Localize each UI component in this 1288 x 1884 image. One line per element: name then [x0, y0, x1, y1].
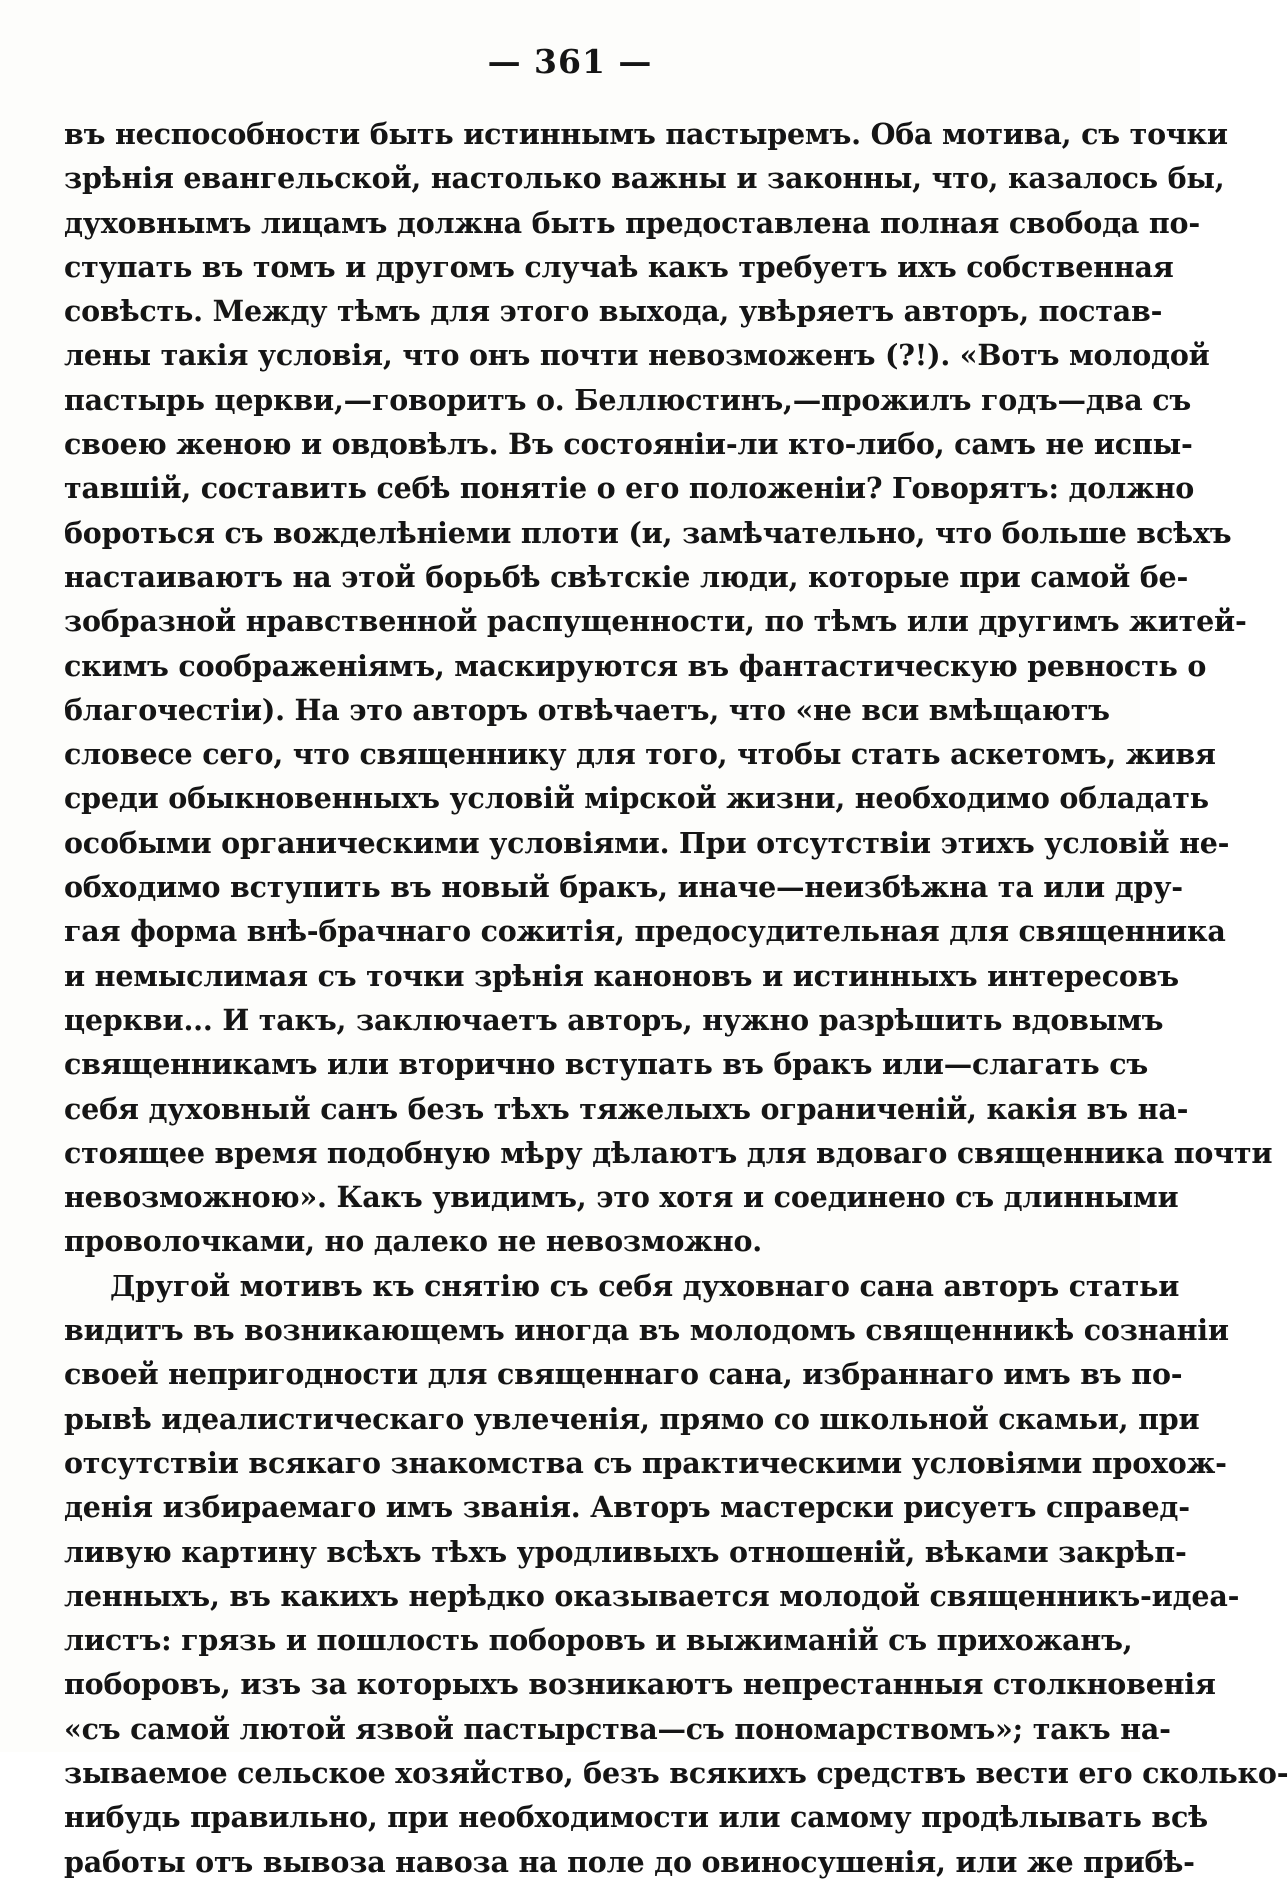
text-line: ступать въ томъ и другомъ случаѣ какъ требуетъ ихъ собственная [64, 249, 1174, 284]
text-line: себя духовный санъ безъ тѣхъ тяжелыхъ ограниченій, какія въ на- [64, 1091, 1189, 1126]
text-line: денія избираемаго имъ званія. Авторъ мастерски рисуетъ справед- [64, 1490, 1190, 1525]
text-line: ленныхъ, въ какихъ нерѣдко оказывается молодой священникъ-идеа- [64, 1578, 1240, 1613]
text-line: совѣсть. Между тѣмъ для этого выхода, увѣряетъ авторъ, постав- [64, 294, 1163, 329]
text-line: зрѣнія евангельской, настолько важны и законны, что, казалось бы, [64, 161, 1225, 196]
body-text [64, 112, 1288, 1884]
text-line: Другой мотивъ къ снятію съ себя духовнаго сана авторъ статьи [110, 1268, 1180, 1303]
text-line: благочестіи). На это авторъ отвѣчаетъ, что «не вси вмѣщаютъ [64, 692, 1110, 727]
text-line: видитъ въ возникающемъ иногда въ молодомъ священникѣ сознаніи [64, 1313, 1229, 1348]
text-line: стоящее время подобную мѣру дѣлаютъ для вдоваго священника почти [64, 1135, 1273, 1170]
text-line: своею женою и овдовѣлъ. Въ состояніи-ли кто-либо, самъ не испы- [64, 427, 1193, 462]
text-line: словесе сего, что священнику для того, чтобы стать аскетомъ, живя [64, 737, 1216, 772]
text-line: скимъ соображеніямъ, маскируются въ фантастическую ревность о [64, 648, 1207, 683]
text-line: листъ: грязь и пошлость поборовъ и выжиманій съ прихожанъ, [64, 1623, 1133, 1658]
text-line: зываемое сельское хозяйство, безъ всякихъ средствъ вести его сколько- [64, 1755, 1288, 1790]
text-line: среди обыкновенныхъ условій мірской жизни, необходимо обладать [64, 781, 1209, 816]
text-line: невозможною». Какъ увидимъ, это хотя и соединено съ длинными [64, 1180, 1179, 1215]
text-line: и немыслимая съ точки зрѣнія каноновъ и истинныхъ интересовъ [64, 958, 1179, 993]
text-line: лены такія условія, что онъ почти невозможенъ (?!). «Вотъ молодой [64, 338, 1210, 373]
text-line: ливую картину всѣхъ тѣхъ уродливыхъ отношеній, вѣками закрѣп- [64, 1534, 1187, 1569]
text-line: въ неспособности быть истиннымъ пастыремъ. Оба мотива, съ точки [64, 117, 1228, 151]
text-line: нибудь правильно, при необходимости или самому продѣлывать всѣ [64, 1800, 1208, 1835]
text-line: рывѣ идеалистическаго увлеченія, прямо со школьной скамьи, при [64, 1401, 1200, 1436]
paragraph-1 [64, 112, 1273, 1264]
page-number: — 361 — [487, 42, 653, 81]
text-line: особыми органическими условіями. При отсутствіи этихъ условій не- [64, 825, 1230, 860]
text-line: священникамъ или вторично вступать въ бракъ или—слагать съ [64, 1047, 1149, 1082]
text-line: поборовъ, изъ за которыхъ возникаютъ непрестанныя столкновенія [64, 1667, 1216, 1702]
text-line: тавшій, составить себѣ понятіе о его положеніи? Говорятъ: должно [64, 471, 1195, 506]
text-line: работы отъ вывоза навоза на поле до овиносушенія, или же прибѣ- [64, 1844, 1195, 1879]
text-line: бороться съ вожделѣніеми плоти (и, замѣчательно, что больше всѣхъ [64, 515, 1232, 550]
text-line: «съ самой лютой язвой пастырства—съ пономарствомъ»; такъ на- [64, 1711, 1171, 1746]
text-line: проволочками, но далеко не невозможно. [64, 1224, 762, 1259]
text-line: зобразной нравственной распущенности, по тѣмъ или другимъ житей- [64, 604, 1247, 639]
text-line: духовнымъ лицамъ должна быть предоставлена полная свобода по- [64, 205, 1200, 240]
text-line: пастырь церкви,—говоритъ о. Беллюстинъ,—прожилъ годъ—два съ [64, 382, 1192, 417]
text-line: обходимо вступить въ новый бракъ, иначе—неизбѣжна та или дру- [64, 870, 1183, 905]
text-line: настаиваютъ на этой борьбѣ свѣтскіе люди, которые при самой бе- [64, 559, 1189, 594]
paragraph-2 [64, 1264, 1288, 1884]
text-line: церкви... И такъ, заключаетъ авторъ, нужно разрѣшить вдовымъ [64, 1002, 1164, 1037]
text-line: своей непригодности для священнаго сана, избраннаго имъ въ по- [64, 1357, 1183, 1392]
text-line: отсутствіи всякаго знакомства съ практическими условіями прохож- [64, 1445, 1227, 1480]
text-line: гая форма внѣ-брачнаго сожитія, предосудительная для священника [64, 914, 1226, 949]
